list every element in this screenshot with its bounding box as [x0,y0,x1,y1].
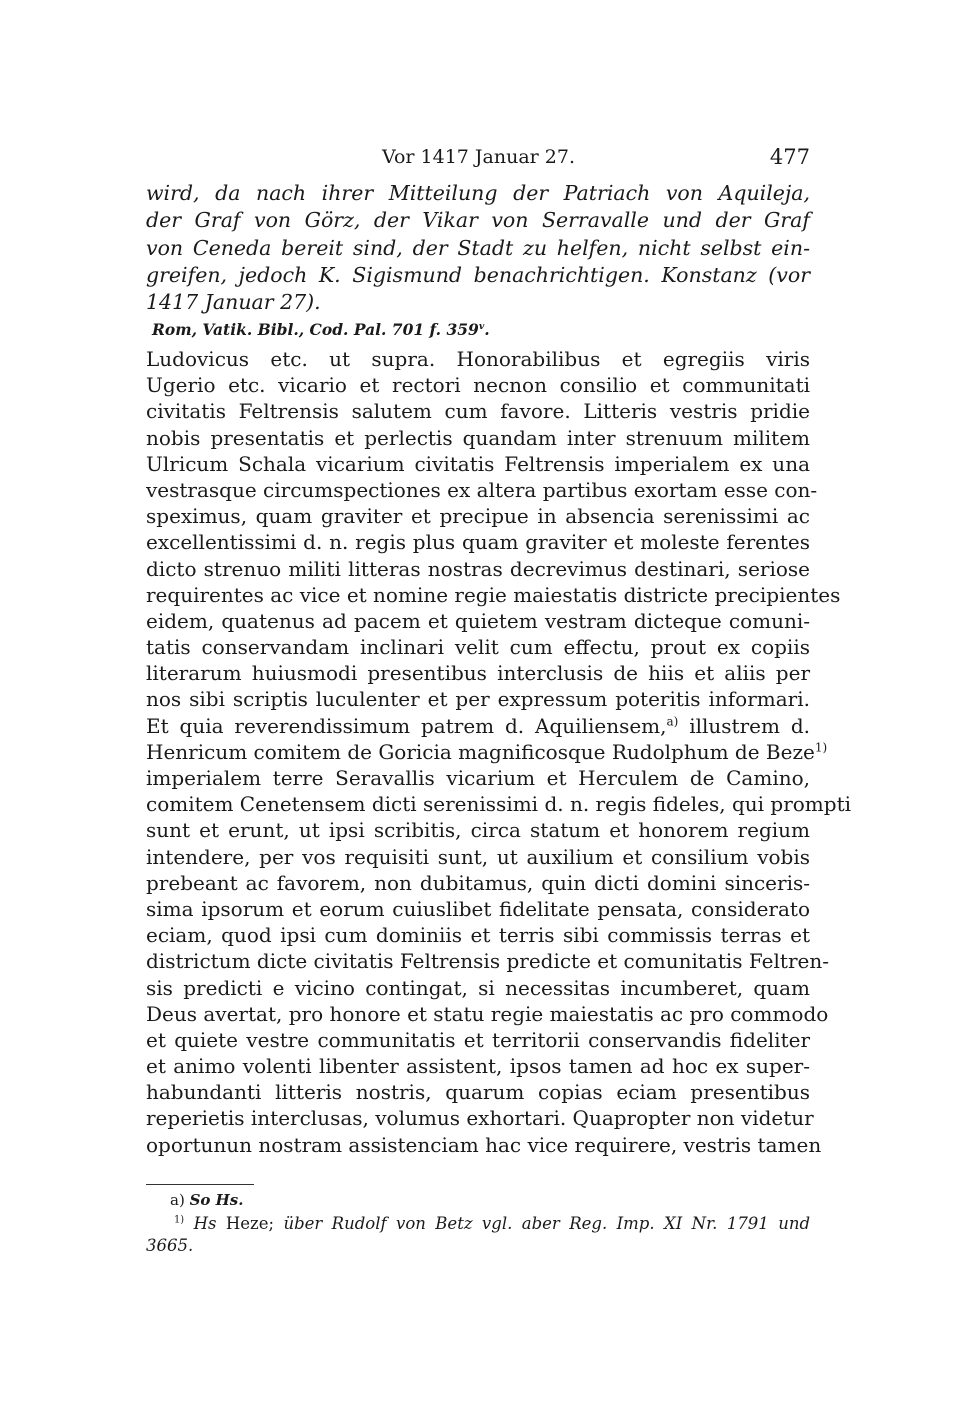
regest-summary [146,180,810,316]
body-line: Henricum comitem de Goricia magnificosque Rudolphum de Beze$^{1)}$ [146,739,828,764]
body-line: sis predicti e vicino contingat, si necessitas incumberet, quam [146,975,810,1000]
body-line: et quiete vestre communitatis et territorii conservandis fideliter [146,1027,810,1052]
footnote-divider [146,1184,254,1185]
footnote-1-line: 3665. [146,1236,194,1255]
regest-line: 1417 Januar 27). [146,290,321,315]
body-line: sima ipsorum et eorum cuiuslibet fidelitate pensata, considerato [146,896,810,921]
running-head [146,142,810,172]
body-line: prebeant ac favorem, non dubitamus, quin dicti domini sinceris- [146,870,810,895]
body-line: dicto strenuo militi litteras nostras decrevimus destinari, seriose [146,556,810,581]
footnote-1-variant: Heze; [225,1214,275,1233]
body-line: Deus avertat, pro honore et statu regie maiestatis ac pro commodo [146,1001,829,1026]
footnote-a-text: So Hs. [189,1191,244,1209]
body-line: oportunun nostram assistenciam hac vice requirere, vestris tamen [146,1132,822,1157]
body-line: reperietis interclusas, volumus exhortari. Quapropter non videtur [146,1106,814,1131]
body-line: tatis conservandam inclinari velit cum effectu, prout ex copiis [146,635,810,660]
regest-line: wird, da nach ihrer Mitteilung der Patriach von Aquileja, [146,181,810,205]
body-line: civitatis Feltrensis salutem cum favore. Litteris vestris pridie [146,399,810,424]
verso-marker: v [478,320,485,332]
footnote-1-line [146,1213,810,1235]
body-line: nobis presentatis et perlectis quandam inter strenuum militem [146,425,810,450]
body-line: eciam, quod ipsi cum dominiis et terris sibi commissis terras et [146,923,810,948]
source-citation: Rom, Vatik. Bibl., Cod. Pal. 701 f. 359$^v$. [152,320,490,339]
body-line: sunt et erunt, ut ipsi scribitis, circa statum et honorem regium [146,818,810,843]
body-line: nos sibi scriptis luculenter et per expressum poteritis informari. [146,687,810,712]
body-line: Et quia reverendissimum patrem d. Aquiliensem,$^{a)}$ illustrem d. [146,713,810,738]
footnote-a [170,1190,243,1210]
running-title: Vor 1417 Januar 27. [382,146,576,168]
body-line: excellentissimi d. n. regis plus quam graviter et moleste ferentes [146,530,810,555]
footnote-1-marker: 1) [174,1214,185,1226]
document-body [146,346,851,1158]
footnote-reference: a) [666,713,679,728]
regest-line: von Ceneda bereit sind, der Stadt zu helfen, nicht selbst ein- [146,235,810,260]
regest-line: greifen, jedoch K. Sigismund benachrichtigen. Konstanz (vor [146,262,810,287]
body-line: comitem Cenetensem dicti serenissimi d. n. regis fideles, qui prompti [146,792,851,817]
footnote-a-marker: a) [170,1191,185,1209]
body-line: speximus, quam graviter et precipue in absencia serenissimi ac [146,504,810,529]
footnote-1-note: über Rudolf von Betz vgl. aber Reg. Imp. XI Nr. 1791 und [283,1214,811,1233]
body-line: literarum huiusmodi presentibus interclusis de hiis et aliis per [146,661,810,686]
body-line: imperialem terre Seravallis vicarium et Herculem de Camino, [146,766,810,790]
page-number: 477 [769,145,810,169]
body-line: requirentes ac vice et nomine regie maiestatis districte precipientes [146,582,841,607]
regest-line: der Graf von Görz, der Vikar von Serravalle und der Graf [146,208,810,233]
body-line: et animo volenti libenter assistent, ipsos tamen ad hoc ex super- [146,1054,810,1079]
footnote-1-hs: Hs [193,1214,217,1233]
body-line: Ludovicus etc. ut supra. Honorabilibus et egregiis viris [146,347,810,371]
body-line: intendere, per vos requisiti sunt, ut auxilium et consilium vobis [146,844,810,869]
footnote-1 [146,1213,810,1257]
footnote-reference: 1) [814,740,828,755]
body-line: districtum dicte civitatis Feltrensis predicte et comunitatis Feltren- [146,949,829,974]
body-line: eidem, quatenus ad pacem et quietem vestram dicteque comuni- [146,608,810,633]
body-line: Ulricum Schala vicarium civitatis Feltrensis imperialem ex una [146,451,810,476]
body-line: vestrasque circumspectiones ex altera partibus exortam esse con- [146,477,818,502]
body-line: Ugerio etc. vicario et rectori necnon consilio et communitati [146,373,810,398]
body-line: habundanti litteris nostris, quarum copias eciam presentibus [146,1080,810,1105]
